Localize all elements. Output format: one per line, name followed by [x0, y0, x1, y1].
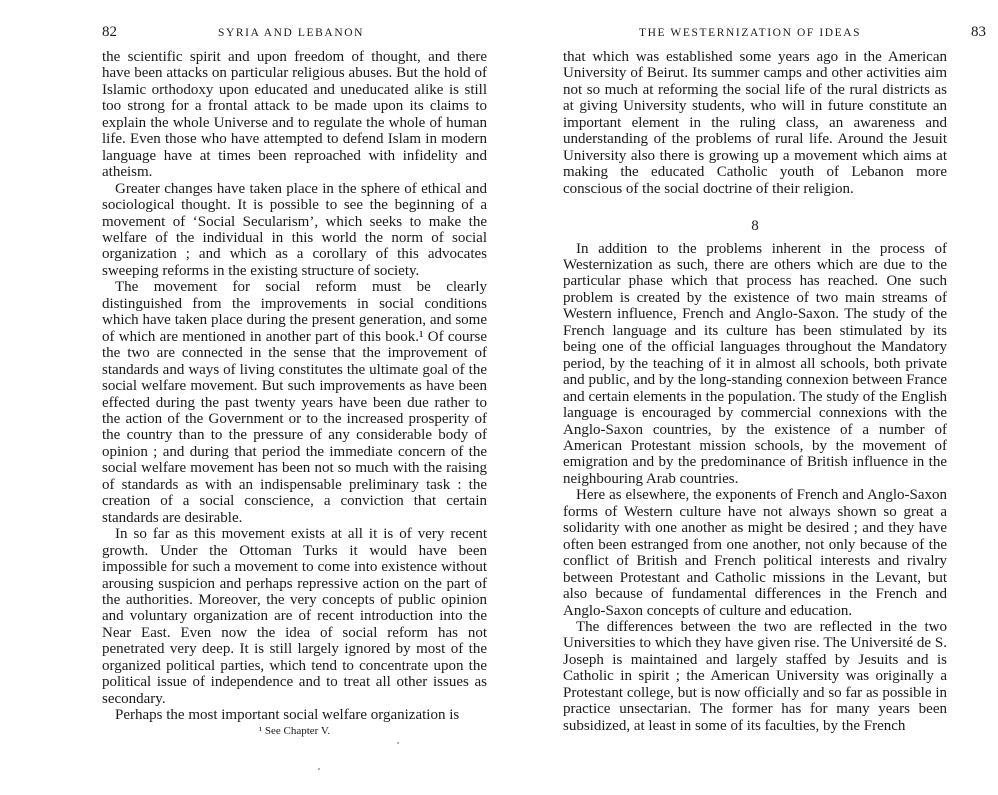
- paragraph: Greater changes have taken place in the sphere of ethical and sociological thought. It is possible to see the beginning of a movement of ‘Social Secularism’, which seeks to make the welfare of the individual in this world the norm of social organization ; and which as a corollary of this advocates sweeping reforms in the existing structure of society.: [102, 180, 487, 279]
- right-page-body: [563, 49, 947, 734]
- print-speck: [318, 768, 320, 770]
- running-title: THE WESTERNIZATION OF IDEAS: [639, 27, 862, 39]
- right-page-header: [639, 26, 986, 46]
- paragraph: The movement for social reform must be clearly distinguished from the improvements in social conditions which have taken place during the present generation, and some of which are mentioned in another part of this book.¹ Of course the two are connected in the sense that the improvement of standards and ways of living constitutes the ultimate goal of the social welfare movement. But such improvements as have been effected during the past twenty years have been due rather to the action of the Government or to the increased prosperity of the country than to the pressure of any considerable body of opinion ; and during that period the immediate concern of the social welfare movement has been not so much with the raising of standards as with an indispensable preliminary task : the creation of a social conscience, a conviction that certain standards are desirable.: [102, 279, 487, 526]
- paragraph: In so far as this movement exists at all it is of very recent growth. Under the Ottoman Turks it would have been impossible for such a movement to come into existence without arousing suspicion and perhaps repressive action on the part of the authorities. Moreover, the very concepts of public opinion and voluntary organization are of recent introduction into the Near East. Even now the idea of social reform has not penetrated very deep. It is still largely ignored by most of the organized political parties, which tend to concentrate upon the political issue of independence and to treat all other issues as secondary.: [102, 526, 487, 707]
- running-title: SYRIA AND LEBANON: [218, 27, 365, 39]
- paragraph: The differences between the two are reflected in the two Universities to which they have given rise. The Université de S. Joseph is maintained and largely staffed by Jesuits and is Catholic in spirit ; the American University was originally a Protestant college, but is now officially and so far as possible in practice unsectarian. The former has for many years been subsidized, at least in some of its faculties, by the French: [563, 618, 947, 734]
- print-speck: [397, 742, 399, 744]
- left-page-body: [102, 49, 487, 724]
- page-number: 82: [102, 24, 117, 40]
- footnote: ¹ See Chapter V.: [258, 725, 331, 737]
- paragraph: the scientific spirit and upon freedom of thought, and there have been attacks on particular religious abuses. But the hold of Islamic orthodoxy upon educated and uneducated alike is still too strong for a frontal attack to be made upon its claims to explain the whole Universe and to regulate the whole of human life. Even those who have attempted to defend Islam in modern language have at times been reproached with infidelity and atheism.: [102, 49, 487, 181]
- paragraph: In addition to the problems inherent in the process of Westernization as such, there are others which are due to the particular phase which that process has reached. One such problem is created by the existence of two main streams of Western influence, French and Anglo-Saxon. The study of the French language and its culture has been stimulated by its being one of the official languages throughout the Mandatory period, by the teaching of it in almost all schools, both private and public, and by the long-standing connexion between France and certain elements in the population. The study of the English language is encouraged by commercial connexions with the Anglo-Saxon countries, by the existence of a number of American Protestant mission schools, by the movement of emigration and by the predominance of British influence in the neighbouring Arab countries.: [563, 240, 947, 487]
- paragraph: Here as elsewhere, the exponents of French and Anglo-Saxon forms of Western culture have not always shown so great a solidarity with one another as might be desired ; and they have often been estranged from one another, not only because of the conflict of British and French political interests and rivalry between Protestant and Catholic missions in the Levant, but also because of fundamental differences in the French and Anglo-Saxon concepts of culture and education.: [563, 487, 947, 619]
- page-number: 83: [971, 24, 986, 40]
- left-page-header: [102, 26, 485, 46]
- paragraph: that which was established some years ago in the American University of Beirut. Its summer camps and other activities aim not so much at reforming the social life of the rural districts as at giving University students, who will in future constitute an important element in the ruling class, an awareness and understanding of the problems of rural life. Around the Jesuit University also there is growing up a movement which aims at making the educated Catholic youth of Lebanon more conscious of the social doctrine of their religion.: [563, 49, 947, 197]
- right-page: [499, 0, 998, 795]
- section-number: 8: [751, 218, 759, 235]
- paragraph: Perhaps the most important social welfare organization is: [115, 707, 460, 724]
